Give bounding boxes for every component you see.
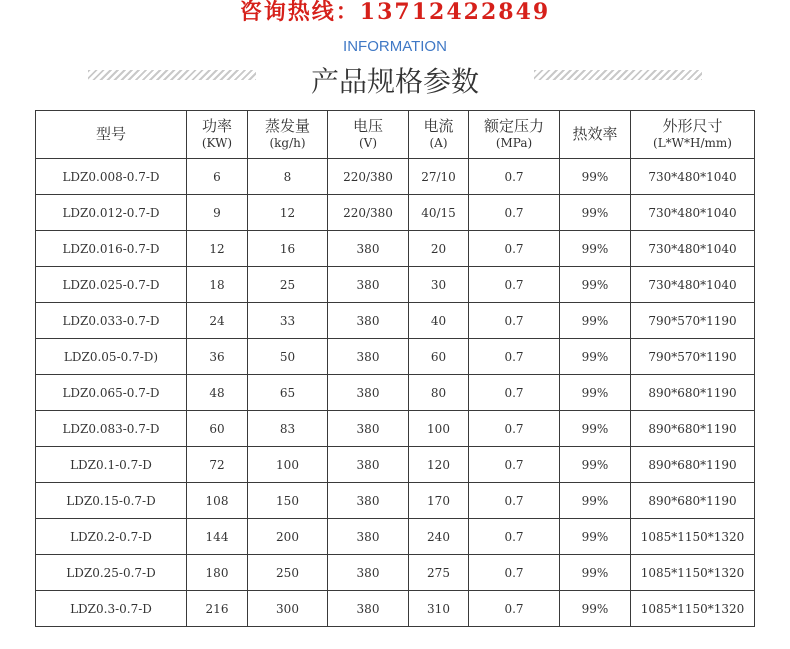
cell-current: 275 [409, 555, 469, 591]
cell-rated-pressure: 0.7 [469, 411, 560, 447]
header-rated-pressure [469, 111, 560, 159]
cell-rated-pressure: 0.7 [469, 555, 560, 591]
header-label: 型号 [95, 125, 126, 143]
cell-thermal-efficiency: 99% [560, 591, 631, 627]
cell-voltage: 380 [328, 483, 409, 519]
cell-evaporation: 150 [248, 483, 328, 519]
cell-voltage: 380 [328, 231, 409, 267]
cell-voltage: 380 [328, 303, 409, 339]
cell-rated-pressure: 0.7 [469, 591, 560, 627]
cell-evaporation: 16 [248, 231, 328, 267]
cell-voltage: 380 [328, 267, 409, 303]
cell-current: 20 [409, 231, 469, 267]
cell-rated-pressure: 0.7 [469, 447, 560, 483]
cell-power: 216 [187, 591, 248, 627]
table-row [36, 159, 755, 195]
table-row [36, 519, 755, 555]
header-label: 外形尺寸 [662, 116, 723, 135]
table-row [36, 303, 755, 339]
cell-dimensions: 1085*1150*1320 [631, 519, 755, 555]
cell-thermal-efficiency: 99% [560, 339, 631, 375]
table-row [36, 591, 755, 627]
spec-table [35, 110, 755, 627]
cell-evaporation: 100 [248, 447, 328, 483]
cell-dimensions: 730*480*1040 [631, 195, 755, 231]
cell-dimensions: 730*480*1040 [631, 267, 755, 303]
cell-evaporation: 25 [248, 267, 328, 303]
table-row [36, 339, 755, 375]
header-thermal-efficiency [560, 111, 631, 159]
cell-model: LDZ0.3-0.7-D [36, 591, 187, 627]
header-label: 电压 [352, 116, 383, 135]
cell-evaporation: 83 [248, 411, 328, 447]
cell-model: LDZ0.025-0.7-D [36, 267, 187, 303]
header-current [409, 111, 469, 159]
cell-thermal-efficiency: 99% [560, 231, 631, 267]
cell-model: LDZ0.05-0.7-D) [36, 339, 187, 375]
header-label: 蒸发量 [264, 116, 310, 135]
cell-thermal-efficiency: 99% [560, 555, 631, 591]
cell-voltage: 220/380 [328, 159, 409, 195]
cell-rated-pressure: 0.7 [469, 483, 560, 519]
cell-power: 9 [187, 195, 248, 231]
header-unit: (KW) [201, 135, 233, 150]
cell-rated-pressure: 0.7 [469, 195, 560, 231]
cell-voltage: 220/380 [328, 195, 409, 231]
cell-dimensions: 890*680*1190 [631, 483, 755, 519]
cell-current: 60 [409, 339, 469, 375]
cell-current: 30 [409, 267, 469, 303]
cell-power: 108 [187, 483, 248, 519]
header-label: 功率 [201, 116, 232, 135]
cell-model: LDZ0.1-0.7-D [36, 447, 187, 483]
header-power [187, 111, 248, 159]
cell-model: LDZ0.25-0.7-D [36, 555, 187, 591]
cell-evaporation: 300 [248, 591, 328, 627]
table-header-row [36, 111, 755, 159]
cell-model: LDZ0.065-0.7-D [36, 375, 187, 411]
cell-thermal-efficiency: 99% [560, 519, 631, 555]
cell-rated-pressure: 0.7 [469, 267, 560, 303]
cell-thermal-efficiency: 99% [560, 483, 631, 519]
cell-voltage: 380 [328, 411, 409, 447]
cell-rated-pressure: 0.7 [469, 339, 560, 375]
cell-rated-pressure: 0.7 [469, 303, 560, 339]
cell-power: 48 [187, 375, 248, 411]
cell-dimensions: 890*680*1190 [631, 447, 755, 483]
header-label: 额定压力 [483, 116, 544, 135]
cell-dimensions: 1085*1150*1320 [631, 591, 755, 627]
header-unit: (A) [429, 135, 448, 150]
cell-evaporation: 65 [248, 375, 328, 411]
cell-thermal-efficiency: 99% [560, 195, 631, 231]
cell-thermal-efficiency: 99% [560, 447, 631, 483]
cell-dimensions: 890*680*1190 [631, 375, 755, 411]
cell-model: LDZ0.012-0.7-D [36, 195, 187, 231]
header-label: 电流 [423, 116, 454, 135]
cell-evaporation: 200 [248, 519, 328, 555]
header-unit: (MPa) [495, 135, 533, 150]
cell-thermal-efficiency: 99% [560, 267, 631, 303]
table-row [36, 447, 755, 483]
table-row [36, 411, 755, 447]
cell-evaporation: 8 [248, 159, 328, 195]
cell-current: 240 [409, 519, 469, 555]
cell-power: 18 [187, 267, 248, 303]
cell-power: 12 [187, 231, 248, 267]
cell-dimensions: 730*480*1040 [631, 231, 755, 267]
cell-model: LDZ0.008-0.7-D [36, 159, 187, 195]
cell-power: 60 [187, 411, 248, 447]
cell-rated-pressure: 0.7 [469, 375, 560, 411]
cell-thermal-efficiency: 99% [560, 411, 631, 447]
cell-voltage: 380 [328, 519, 409, 555]
cell-model: LDZ0.033-0.7-D [36, 303, 187, 339]
cell-power: 180 [187, 555, 248, 591]
table-row [36, 483, 755, 519]
hotline-text: 咨询热线：13712422849 [239, 0, 551, 25]
table-row [36, 375, 755, 411]
cell-thermal-efficiency: 99% [560, 159, 631, 195]
cell-power: 72 [187, 447, 248, 483]
header-label: 热效率 [572, 125, 618, 143]
header-unit: (kg/h) [269, 135, 306, 150]
cell-model: LDZ0.15-0.7-D [36, 483, 187, 519]
section-subtitle: INFORMATION [343, 38, 447, 55]
header-model [36, 111, 187, 159]
cell-current: 120 [409, 447, 469, 483]
cell-evaporation: 50 [248, 339, 328, 375]
cell-dimensions: 730*480*1040 [631, 159, 755, 195]
cell-voltage: 380 [328, 447, 409, 483]
cell-current: 80 [409, 375, 469, 411]
cell-power: 24 [187, 303, 248, 339]
cell-model: LDZ0.083-0.7-D [36, 411, 187, 447]
cell-current: 40 [409, 303, 469, 339]
cell-current: 27/10 [409, 159, 469, 195]
cell-dimensions: 1085*1150*1320 [631, 555, 755, 591]
header-dimensions [631, 111, 755, 159]
cell-dimensions: 790*570*1190 [631, 303, 755, 339]
table-row [36, 195, 755, 231]
table-body [36, 159, 755, 627]
header-unit: (L*W*H/mm) [653, 135, 732, 150]
cell-current: 310 [409, 591, 469, 627]
cell-rated-pressure: 0.7 [469, 231, 560, 267]
cell-model: LDZ0.016-0.7-D [36, 231, 187, 267]
header-voltage [328, 111, 409, 159]
cell-voltage: 380 [328, 591, 409, 627]
section-title: 产品规格参数 [310, 65, 479, 98]
cell-thermal-efficiency: 99% [560, 375, 631, 411]
cell-power: 36 [187, 339, 248, 375]
cell-current: 170 [409, 483, 469, 519]
cell-voltage: 380 [328, 555, 409, 591]
header-unit: (V) [358, 135, 378, 150]
cell-current: 40/15 [409, 195, 469, 231]
cell-current: 100 [409, 411, 469, 447]
cell-rated-pressure: 0.7 [469, 519, 560, 555]
cell-voltage: 380 [328, 375, 409, 411]
cell-evaporation: 12 [248, 195, 328, 231]
table-row [36, 267, 755, 303]
cell-evaporation: 250 [248, 555, 328, 591]
cell-dimensions: 890*680*1190 [631, 411, 755, 447]
cell-model: LDZ0.2-0.7-D [36, 519, 187, 555]
cell-rated-pressure: 0.7 [469, 159, 560, 195]
cell-evaporation: 33 [248, 303, 328, 339]
cell-voltage: 380 [328, 339, 409, 375]
header-evaporation [248, 111, 328, 159]
table-row [36, 231, 755, 267]
cell-power: 144 [187, 519, 248, 555]
cell-dimensions: 790*570*1190 [631, 339, 755, 375]
cell-power: 6 [187, 159, 248, 195]
table-row [36, 555, 755, 591]
cell-thermal-efficiency: 99% [560, 303, 631, 339]
